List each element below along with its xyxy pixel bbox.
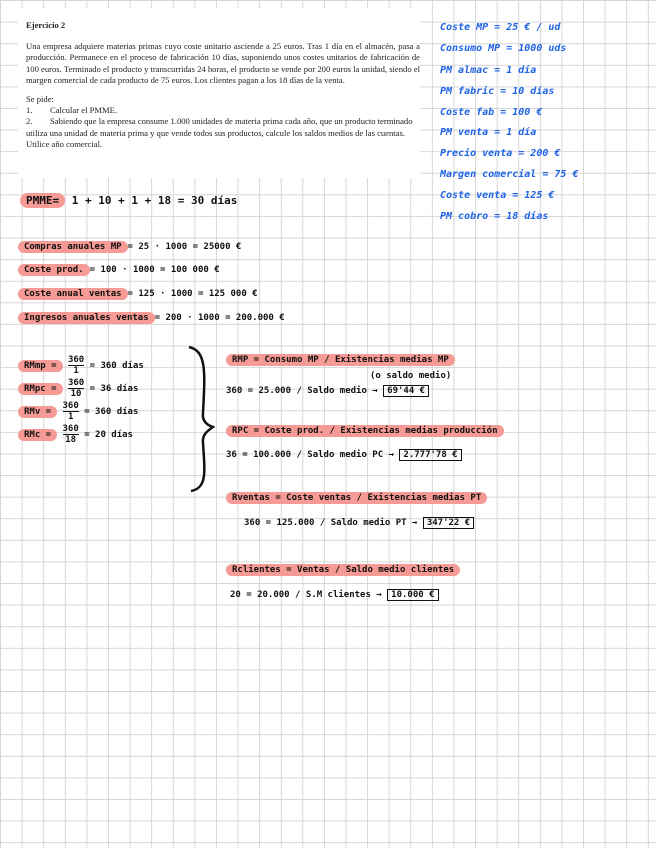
- question-text: Calcular el PMME.: [50, 105, 118, 116]
- note-precio-venta: Precio venta = 200 €: [440, 148, 561, 159]
- annual-row: [18, 265, 220, 275]
- ratio-answer: 10.000 €: [387, 589, 438, 601]
- ratio-header-text: RMP = Consumo MP / Existencias medias MP: [226, 354, 455, 366]
- ratio-header-text: RPC = Coste prod. / Existencias medias producción: [226, 425, 504, 437]
- note-margen: Margen comercial = 75 €: [440, 169, 579, 180]
- printed-exercise: [18, 8, 420, 178]
- note-pm-cobro: PM cobro = 18 días: [440, 211, 549, 222]
- exercise-statement: Una empresa adquiere materias primas cuyo coste unitario asciende a 25 euros. Tras 1 día en el almacén, pasa a producción. Permanece en el proceso de fabricación 10 días, suponiendo unos costes unitarios de fabricación de 100 euros. Terminado el producto y transcurridas 24 horas, el producto se vende por 200 euros la unidad, siendo el margen comercial de cada producto de 75 euros. Los clientes pagan a los 18 días de la venta.: [26, 41, 420, 85]
- annual-label: Coste anual ventas: [18, 288, 128, 300]
- fraction-denominator: 10: [70, 389, 82, 399]
- note-pm-venta: PM venta = 1 día: [440, 127, 537, 138]
- annual-label: Coste prod.: [18, 264, 90, 276]
- arrow-icon: →: [411, 518, 418, 528]
- ratio-calc: [230, 590, 439, 600]
- annual-row: [18, 289, 258, 299]
- arrow-icon: →: [388, 450, 394, 460]
- question-number: 2.: [26, 116, 33, 127]
- rotation-label: RMc =: [18, 429, 57, 441]
- exercise-title: Ejercicio 2: [26, 20, 66, 30]
- ratio-answer: 69'44 €: [383, 385, 429, 397]
- annual-formula: = 200 · 1000 = 200.000 €: [154, 313, 285, 323]
- pmme-formula: 1 + 10 + 1 + 18 = 30 días: [71, 194, 238, 207]
- ratio-header: [226, 426, 504, 436]
- rotation-row: [18, 355, 144, 376]
- annual-label: Ingresos anuales ventas: [18, 312, 155, 324]
- rotation-label: RMpc =: [18, 383, 63, 395]
- fraction-denominator: 18: [65, 435, 77, 445]
- ratio-header-text: Rclientes = Ventas / Saldo medio clientes: [226, 564, 460, 576]
- rotation-result: = 360 días: [84, 407, 139, 417]
- fraction-numerator: 360: [67, 355, 85, 365]
- question-1: [26, 105, 420, 116]
- rotation-result: = 20 días: [84, 430, 133, 440]
- ratio-calc-text: 360 = 25.000 / Saldo medio: [226, 386, 367, 396]
- rotation-label: RMmp =: [18, 360, 63, 372]
- ratio-answer: 2.777'78 €: [399, 449, 461, 461]
- ratio-calc: [226, 450, 462, 460]
- ratio-subheader: (o saldo medio): [370, 371, 452, 381]
- note-pm-fabric: PM fabric = 10 días: [440, 86, 555, 97]
- rotation-row: [18, 424, 133, 445]
- arrow-icon: →: [376, 590, 382, 600]
- ratio-calc-text: 360 = 125.000 / Saldo medio PT: [244, 518, 407, 528]
- ratio-header: [226, 565, 460, 575]
- rotation-label: RMv =: [18, 406, 57, 418]
- fraction-numerator: 360: [67, 378, 85, 388]
- pmme-label: PMME=: [20, 193, 65, 208]
- se-pide: Se pide:: [26, 94, 54, 105]
- rotation-row: [18, 401, 138, 422]
- ratio-calc: [244, 518, 474, 528]
- curly-brace: [185, 343, 215, 495]
- fraction-numerator: 360: [62, 401, 79, 411]
- ratio-header: [226, 355, 455, 365]
- fraction-denominator: 1: [73, 366, 79, 376]
- annual-label: Compras anuales MP: [18, 241, 128, 253]
- fraction-numerator: 360: [62, 424, 79, 434]
- annual-row: [18, 242, 241, 252]
- question-text: Sabiendo que la empresa consume 1.000 unidades de materia prima cada año, que un producto terminado utiliza una unidad de materia prima y que vende todos sus productos, calcule los saldos medios de las cuentas. Utilice año comercial.: [26, 116, 413, 149]
- note-coste-mp: Coste MP = 25 € / ud: [440, 22, 561, 33]
- arrow-icon: →: [372, 386, 378, 396]
- annual-row: [18, 313, 285, 323]
- ratio-calc: [226, 386, 429, 396]
- note-consumo-mp: Consumo MP = 1000 uds: [440, 43, 567, 54]
- annual-formula: = 25 · 1000 = 25000 €: [127, 242, 242, 252]
- pmme-line: [20, 194, 237, 207]
- note-pm-almac: PM almac = 1 día: [440, 65, 537, 76]
- ratio-calc-text: 20 = 20.000 / S.M clientes: [230, 590, 371, 600]
- rotation-row: [18, 378, 138, 399]
- question-2: [26, 116, 420, 150]
- ratio-answer: 347'22 €: [423, 517, 474, 529]
- annual-formula: = 125 · 1000 = 125 000 €: [127, 289, 258, 299]
- ratio-header: [226, 493, 487, 503]
- ratio-header-text: Rventas = Coste ventas / Existencias medias PT: [226, 492, 487, 504]
- rotation-result: = 36 días: [89, 384, 139, 394]
- question-number: 1.: [26, 105, 33, 116]
- note-coste-venta: Coste venta = 125 €: [440, 190, 555, 201]
- note-coste-fab: Coste fab = 100 €: [440, 107, 543, 118]
- ratio-calc-text: 36 = 100.000 / Saldo medio PC: [226, 450, 384, 460]
- annual-formula: = 100 · 1000 = 100 000 €: [89, 265, 220, 275]
- rotation-result: = 360 días: [89, 361, 144, 371]
- fraction-denominator: 1: [67, 412, 74, 422]
